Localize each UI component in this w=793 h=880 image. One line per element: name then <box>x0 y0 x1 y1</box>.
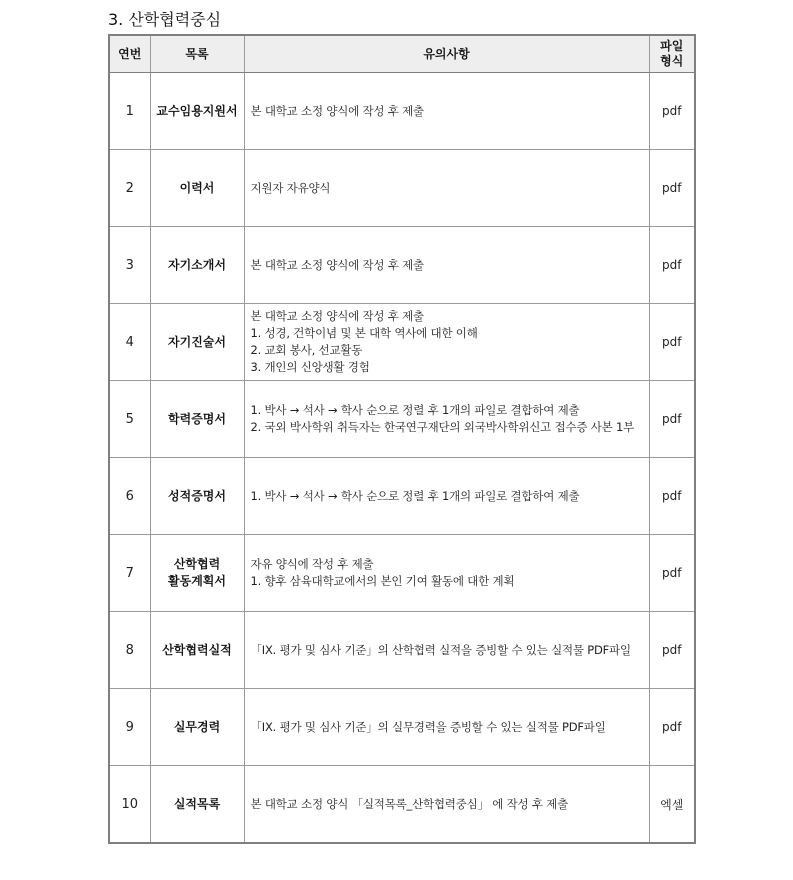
document-name-line: 교수임용지원서 <box>156 103 238 118</box>
table-row <box>109 766 695 844</box>
document-note <box>244 73 649 150</box>
document-name-line: 활동계획서 <box>168 574 226 588</box>
header-format-line2: 형식 <box>660 54 684 68</box>
table-row <box>109 150 695 227</box>
document-note-line: 「IX. 평가 및 심사 기준」의 실무경력을 증빙할 수 있는 실적물 PDF파일 <box>250 719 606 734</box>
row-number: 1 <box>109 73 150 150</box>
header-format-line1: 파일 <box>660 39 684 53</box>
header-name: 목록 <box>150 35 244 73</box>
row-number: 3 <box>109 227 150 304</box>
document-name-line: 학력증명서 <box>168 411 226 426</box>
file-format: pdf <box>649 150 695 227</box>
document-name-line: 산학협력실적 <box>162 642 232 657</box>
document-name-line: 성적증명서 <box>168 488 226 503</box>
section-title: 3. 산학협력중심 <box>108 10 222 29</box>
document-note-line: 자유 양식에 작성 후 제출 <box>250 557 374 571</box>
row-number: 6 <box>109 458 150 535</box>
document-name-line: 자기소개서 <box>168 257 226 272</box>
document-note <box>244 689 649 766</box>
document-name <box>150 227 244 304</box>
document-note <box>244 304 649 381</box>
table-body <box>109 73 695 844</box>
table-row <box>109 304 695 381</box>
file-format: pdf <box>649 227 695 304</box>
document-name <box>150 304 244 381</box>
document-note <box>244 381 649 458</box>
document-note <box>244 227 649 304</box>
row-number: 10 <box>109 766 150 844</box>
document-list-table <box>108 34 696 844</box>
document-note <box>244 766 649 844</box>
file-format: pdf <box>649 73 695 150</box>
document-note <box>244 612 649 689</box>
document-note-line: 1. 성경, 건학이념 및 본 대학 역사에 대한 이해 <box>250 326 478 340</box>
document-note-line: 본 대학교 소정 양식 「실적목록_산학협력중심」 에 작성 후 제출 <box>250 796 569 811</box>
header-no: 연번 <box>109 35 150 73</box>
row-number: 2 <box>109 150 150 227</box>
document-note-line: 2. 교회 봉사, 선교활동 <box>250 343 363 357</box>
table-row <box>109 458 695 535</box>
document-name-line: 산학협력 <box>173 557 221 571</box>
document-name <box>150 535 244 612</box>
table-row <box>109 535 695 612</box>
file-format: pdf <box>649 612 695 689</box>
document-note-line: 1. 향후 삼육대학교에서의 본인 기여 활동에 대한 계획 <box>250 574 515 588</box>
row-number: 7 <box>109 535 150 612</box>
row-number: 4 <box>109 304 150 381</box>
document-name-line: 실적목록 <box>173 796 221 811</box>
document-name-line: 자기진술서 <box>168 334 226 349</box>
document-note-line: 본 대학교 소정 양식에 작성 후 제출 <box>250 309 424 323</box>
document-note-line: 2. 국외 박사학위 취득자는 한국연구재단의 외국박사학위신고 접수증 사본 1부 <box>250 420 635 434</box>
table-row <box>109 73 695 150</box>
header-format <box>649 35 695 73</box>
file-format: pdf <box>649 304 695 381</box>
row-number: 5 <box>109 381 150 458</box>
document-note-line: 본 대학교 소정 양식에 작성 후 제출 <box>250 257 424 272</box>
document-name <box>150 458 244 535</box>
document-name <box>150 689 244 766</box>
file-format: 엑셀 <box>649 766 695 844</box>
document-note <box>244 150 649 227</box>
document-note-line: 「IX. 평가 및 심사 기준」의 산학협력 실적을 증빙할 수 있는 실적물 PDF파일 <box>250 642 631 657</box>
document-note-line: 지원자 자유양식 <box>250 180 331 195</box>
document-name <box>150 73 244 150</box>
table-row <box>109 227 695 304</box>
document-note-line: 1. 박사 → 석사 → 학사 순으로 정렬 후 1개의 파일로 결합하여 제출 <box>250 488 580 503</box>
document-note <box>244 535 649 612</box>
document-name-line: 실무경력 <box>173 719 221 734</box>
table-header-row <box>109 35 695 73</box>
file-format: pdf <box>649 381 695 458</box>
file-format: pdf <box>649 458 695 535</box>
file-format: pdf <box>649 535 695 612</box>
file-format: pdf <box>649 689 695 766</box>
document-note-line: 본 대학교 소정 양식에 작성 후 제출 <box>250 103 424 118</box>
document-name <box>150 766 244 844</box>
table-row <box>109 689 695 766</box>
document-note <box>244 458 649 535</box>
document-name <box>150 150 244 227</box>
document-name-line: 이력서 <box>179 180 215 195</box>
row-number: 9 <box>109 689 150 766</box>
document-name <box>150 381 244 458</box>
document-note-line: 3. 개인의 신앙생활 경험 <box>250 360 370 374</box>
table-row <box>109 381 695 458</box>
table-row <box>109 612 695 689</box>
row-number: 8 <box>109 612 150 689</box>
header-note: 유의사항 <box>244 35 649 73</box>
document-name <box>150 612 244 689</box>
document-note-line: 1. 박사 → 석사 → 학사 순으로 정렬 후 1개의 파일로 결합하여 제출 <box>250 403 580 417</box>
